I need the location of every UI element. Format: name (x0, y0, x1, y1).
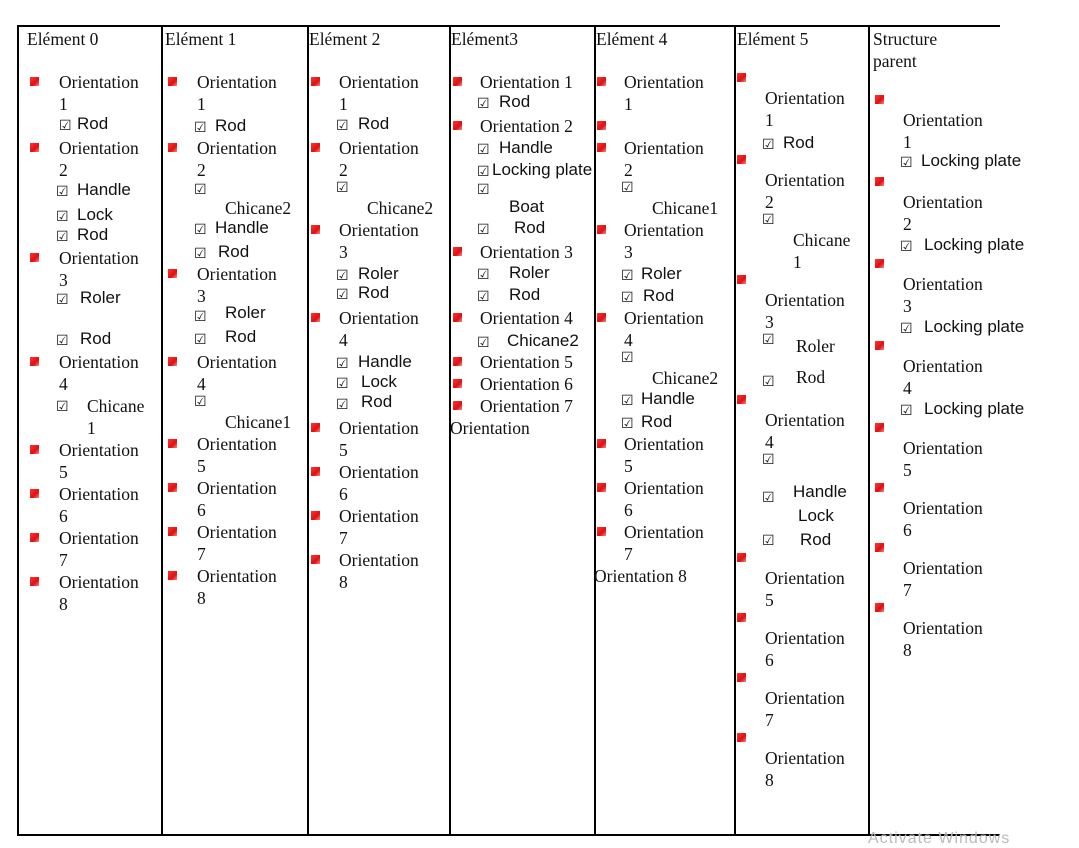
column-border (868, 25, 870, 836)
orientation-label: Orientation 3 (480, 242, 573, 262)
orientation-number: 3 (339, 242, 348, 262)
checkbox-icon: ☑ (900, 403, 913, 419)
orientation-label: Orientation (903, 498, 983, 518)
orientation-label: Orientation (903, 110, 983, 130)
orientation-number: 3 (624, 242, 633, 262)
bullet-icon (875, 95, 884, 104)
part-label: Rod (225, 327, 257, 346)
orientation-number: 8 (765, 770, 774, 790)
orientation-number: 5 (59, 462, 68, 482)
orientation-label: Orientation (59, 72, 139, 92)
orientation-number: 8 (339, 572, 348, 592)
bullet-icon (168, 439, 177, 448)
bullet-icon (737, 613, 746, 622)
part-label: Handle (793, 482, 847, 501)
orientation-label: Orientation (339, 418, 419, 438)
orientation-label: Orientation (624, 478, 704, 498)
orientation-label: Orientation (765, 170, 845, 190)
checkbox-icon: ☑ (900, 321, 913, 337)
part-label: Rod (783, 133, 815, 152)
orientation-label: Orientation (903, 438, 983, 458)
orientation-label: Orientation (339, 220, 419, 240)
orientation-label: Orientation (765, 688, 845, 708)
bullet-icon (453, 121, 462, 130)
bullet-icon (875, 543, 884, 552)
activation-watermark: Activate Windows (868, 830, 1011, 847)
part-label: Rod (358, 283, 390, 302)
column-border (17, 25, 19, 836)
orientation-label: Orientation (197, 72, 277, 92)
orientation-label: Orientation (339, 138, 419, 158)
orientation-label: Orientation 8 (594, 566, 687, 586)
orientation-label: Orientation (624, 220, 704, 240)
bullet-icon (875, 483, 884, 492)
checkbox-icon: ☑ (336, 397, 349, 413)
orientation-number: 3 (903, 296, 912, 316)
orientation-label: Orientation (624, 308, 704, 328)
orientation-label: Orientation (450, 418, 530, 438)
column-border (307, 25, 309, 836)
bullet-icon (168, 143, 177, 152)
orientation-number: 8 (903, 640, 912, 660)
part-label: Chicane (87, 396, 145, 416)
orientation-number: 4 (339, 330, 348, 350)
part-label: Chicane2 (507, 331, 579, 350)
part-label: Rod (641, 412, 673, 431)
bullet-icon (30, 77, 39, 86)
bullet-icon (737, 553, 746, 562)
checkbox-icon: ☑ (900, 155, 913, 171)
column-header: Elément 4 (596, 29, 668, 49)
checkbox-icon: ☑ (477, 96, 490, 112)
part-label: 1 (87, 418, 96, 438)
orientation-label: Orientation 7 (480, 396, 573, 416)
checkbox-icon: ☑ (194, 182, 207, 198)
bullet-icon (30, 577, 39, 586)
bullet-icon (737, 733, 746, 742)
bullet-icon (875, 177, 884, 186)
orientation-label: Orientation (765, 410, 845, 430)
orientation-label: Orientation (903, 192, 983, 212)
checkbox-icon: ☑ (477, 142, 490, 158)
orientation-number: 3 (59, 270, 68, 290)
table-top-border (18, 25, 1000, 27)
orientation-label: Orientation (903, 558, 983, 578)
checkbox-icon: ☑ (900, 239, 913, 255)
checkbox-icon: ☑ (762, 490, 775, 506)
bullet-icon (875, 423, 884, 432)
table-bottom-border (18, 834, 1000, 836)
orientation-label: Orientation 4 (480, 308, 573, 328)
orientation-number: 6 (624, 500, 633, 520)
bullet-icon (453, 247, 462, 256)
checkbox-icon: ☑ (477, 222, 490, 238)
orientation-number: 7 (339, 528, 348, 548)
orientation-number: 4 (197, 374, 206, 394)
bullet-icon (30, 489, 39, 498)
orientation-label: Orientation (765, 290, 845, 310)
orientation-number: 5 (765, 590, 774, 610)
orientation-number: 6 (59, 506, 68, 526)
checkbox-icon: ☑ (56, 209, 69, 225)
column-border (734, 25, 736, 836)
bullet-icon (597, 313, 606, 322)
part-label: Rod (358, 114, 390, 133)
orientation-label: Orientation (59, 528, 139, 548)
part-label: Rod (514, 218, 546, 237)
part-label: Chicane (793, 230, 851, 250)
orientation-label: Orientation 5 (480, 352, 573, 372)
part-label: Rod (218, 242, 250, 261)
orientation-label: Orientation 2 (480, 116, 573, 136)
orientation-label: Orientation (339, 462, 419, 482)
checkbox-icon: ☑ (621, 180, 634, 196)
orientation-label: Orientation (765, 628, 845, 648)
orientation-label: Orientation (624, 434, 704, 454)
orientation-number: 8 (59, 594, 68, 614)
part-label: Rod (796, 367, 826, 387)
orientation-number: 1 (197, 94, 206, 114)
bullet-icon (168, 527, 177, 536)
bullet-icon (30, 533, 39, 542)
part-label: Handle (499, 138, 553, 157)
orientation-label: Orientation (339, 506, 419, 526)
orientation-number: 5 (903, 460, 912, 480)
part-label: Chicane2 (367, 198, 434, 218)
part-label: Locking plate (924, 317, 1025, 336)
part-label: Chicane1 (652, 198, 719, 218)
part-label: Locking plate (921, 151, 1022, 170)
orientation-label: Orientation (765, 88, 845, 108)
bullet-icon (311, 143, 320, 152)
checkbox-icon: ☑ (336, 287, 349, 303)
bullet-icon (168, 571, 177, 580)
part-label: Handle (641, 389, 695, 408)
checkbox-icon: ☑ (336, 268, 349, 284)
bullet-icon (875, 341, 884, 350)
orientation-number: 7 (903, 580, 912, 600)
bullet-icon (168, 483, 177, 492)
bullet-icon (597, 483, 606, 492)
bullet-icon (737, 73, 746, 82)
bullet-icon (311, 313, 320, 322)
orientation-number: 7 (197, 544, 206, 564)
orientation-label: Orientation (197, 566, 277, 586)
bullet-icon (168, 357, 177, 366)
bullet-icon (168, 77, 177, 86)
orientation-number: 3 (765, 312, 774, 332)
orientation-label: Orientation (197, 478, 277, 498)
orientation-label: Orientation (59, 572, 139, 592)
column-border (161, 25, 163, 836)
part-label: Chicane1 (225, 412, 292, 432)
part-label: Roler (358, 264, 399, 283)
part-label: Rod (509, 285, 541, 304)
part-label: Roler (80, 288, 121, 307)
part-label: Lock (798, 506, 834, 525)
part-label: Roler (796, 336, 835, 356)
orientation-label: Orientation 6 (480, 374, 573, 394)
orientation-label: Orientation (624, 72, 704, 92)
orientation-number: 8 (197, 588, 206, 608)
checkbox-icon: ☑ (477, 182, 490, 198)
part-label: Locking plate (924, 399, 1025, 418)
checkbox-icon: ☑ (477, 335, 490, 351)
orientation-number: 7 (624, 544, 633, 564)
part-label: Handle (77, 180, 131, 199)
column-header: parent (873, 51, 917, 71)
part-label: Lock (361, 372, 397, 391)
bullet-icon (311, 77, 320, 86)
part-label: Rod (77, 114, 109, 133)
orientation-label: Orientation (339, 550, 419, 570)
orientation-label: Orientation (197, 352, 277, 372)
checkbox-icon: ☑ (621, 416, 634, 432)
bullet-icon (453, 313, 462, 322)
checkbox-icon: ☑ (56, 184, 69, 200)
checkbox-icon: ☑ (621, 268, 634, 284)
bullet-icon (597, 439, 606, 448)
bullet-icon (737, 275, 746, 284)
column-header: Elément 1 (165, 29, 237, 49)
bullet-icon (311, 555, 320, 564)
part-label: Rod (80, 329, 112, 348)
column-header: Elément 2 (309, 29, 381, 49)
orientation-label: Orientation (59, 484, 139, 504)
bullet-icon (597, 527, 606, 536)
bullet-icon (597, 121, 606, 130)
checkbox-icon: ☑ (762, 332, 775, 348)
orientation-label: Orientation (197, 264, 277, 284)
orientation-number: 6 (197, 500, 206, 520)
bullet-icon (311, 423, 320, 432)
part-label: Boat (509, 197, 544, 216)
checkbox-icon: ☑ (194, 246, 207, 262)
orientation-number: 5 (624, 456, 633, 476)
checkbox-icon: ☑ (762, 452, 775, 468)
orientation-number: 4 (59, 374, 68, 394)
orientation-label: Orientation (59, 352, 139, 372)
checkbox-icon: ☑ (336, 356, 349, 372)
orientation-label: Orientation (59, 248, 139, 268)
orientation-number: 2 (765, 192, 774, 212)
bullet-icon (30, 357, 39, 366)
checkbox-icon: ☑ (762, 533, 775, 549)
orientation-label: Orientation (197, 522, 277, 542)
orientation-label: Orientation (339, 308, 419, 328)
checkbox-icon: ☑ (762, 212, 775, 228)
checkbox-icon: ☑ (194, 394, 207, 410)
checkbox-icon: ☑ (621, 350, 634, 366)
part-label: Roler (641, 264, 682, 283)
part-label: Handle (215, 218, 269, 237)
part-label: Roler (509, 263, 550, 282)
checkbox-icon: ☑ (477, 164, 490, 180)
checkbox-icon: ☑ (56, 229, 69, 245)
checkbox-icon: ☑ (336, 376, 349, 392)
bullet-icon (30, 445, 39, 454)
orientation-number: 7 (765, 710, 774, 730)
orientation-number: 2 (197, 160, 206, 180)
bullet-icon (453, 77, 462, 86)
orientation-number: 6 (339, 484, 348, 504)
bullet-icon (453, 357, 462, 366)
checkbox-icon: ☑ (194, 309, 207, 325)
orientation-number: 2 (339, 160, 348, 180)
part-label: Handle (358, 352, 412, 371)
checkbox-icon: ☑ (336, 180, 349, 196)
orientation-number: 5 (339, 440, 348, 460)
checkbox-icon: ☑ (621, 393, 634, 409)
bullet-icon (875, 259, 884, 268)
orientation-number: 3 (197, 286, 206, 306)
orientation-number: 4 (903, 378, 912, 398)
checkbox-icon: ☑ (194, 120, 207, 136)
checkbox-icon: ☑ (56, 292, 69, 308)
bullet-icon (597, 225, 606, 234)
orientation-label: Orientation 1 (480, 72, 573, 92)
orientation-number: 7 (59, 550, 68, 570)
bullet-icon (30, 143, 39, 152)
orientation-label: Orientation (903, 274, 983, 294)
orientation-number: 4 (765, 432, 774, 452)
part-label: Chicane2 (225, 198, 292, 218)
part-label: Rod (361, 392, 393, 411)
checkbox-icon: ☑ (762, 137, 775, 153)
checkbox-icon: ☑ (194, 222, 207, 238)
orientation-label: Orientation (339, 72, 419, 92)
bullet-icon (453, 401, 462, 410)
bullet-icon (737, 673, 746, 682)
orientation-label: Orientation (197, 434, 277, 454)
column-header: Elément3 (451, 29, 519, 49)
orientation-label: Orientation (59, 440, 139, 460)
orientation-number: 5 (197, 456, 206, 476)
orientation-number: 1 (903, 132, 912, 152)
orientation-number: 6 (765, 650, 774, 670)
checkbox-icon: ☑ (194, 332, 207, 348)
part-label: Rod (800, 530, 832, 549)
orientation-number: 1 (765, 110, 774, 130)
checkbox-icon: ☑ (56, 399, 69, 415)
checkbox-icon: ☑ (59, 118, 72, 134)
orientation-label: Orientation (197, 138, 277, 158)
orientation-label: Orientation (765, 748, 845, 768)
checkbox-icon: ☑ (762, 374, 775, 390)
part-label: Roler (225, 303, 266, 322)
part-label: 1 (793, 252, 802, 272)
bullet-icon (453, 379, 462, 388)
part-label: Lock (77, 205, 113, 224)
orientation-label: Orientation (624, 138, 704, 158)
part-label: Locking plate (492, 160, 593, 179)
orientation-label: Orientation (903, 618, 983, 638)
orientation-number: 1 (339, 94, 348, 114)
checkbox-icon: ☑ (477, 289, 490, 305)
bullet-icon (311, 225, 320, 234)
orientation-number: 2 (59, 160, 68, 180)
part-label: Rod (77, 225, 109, 244)
orientation-label: Orientation (765, 568, 845, 588)
part-label: Rod (215, 116, 247, 135)
checkbox-icon: ☑ (621, 290, 634, 306)
part-label: Rod (499, 92, 531, 111)
checkbox-icon: ☑ (477, 267, 490, 283)
orientation-number: 4 (624, 330, 633, 350)
column-border (594, 25, 596, 836)
checkbox-icon: ☑ (336, 118, 349, 134)
bullet-icon (168, 269, 177, 278)
orientation-label: Orientation (903, 356, 983, 376)
column-header: Structure (873, 29, 938, 49)
bullet-icon (737, 155, 746, 164)
column-header: Elément 5 (737, 29, 809, 49)
bullet-icon (597, 143, 606, 152)
checkbox-icon: ☑ (56, 333, 69, 349)
bullet-icon (875, 603, 884, 612)
orientation-number: 1 (59, 94, 68, 114)
column-header: Elément 0 (27, 29, 99, 49)
orientation-label: Orientation (624, 522, 704, 542)
orientation-number: 2 (624, 160, 633, 180)
bullet-icon (311, 511, 320, 520)
orientation-number: 1 (624, 94, 633, 114)
orientation-label: Orientation (59, 138, 139, 158)
bullet-icon (597, 77, 606, 86)
part-label: Chicane2 (652, 368, 719, 388)
bullet-icon (737, 395, 746, 404)
part-label: Locking plate (924, 235, 1025, 254)
orientation-number: 2 (903, 214, 912, 234)
orientation-number: 6 (903, 520, 912, 540)
part-label: Rod (643, 286, 675, 305)
bullet-icon (311, 467, 320, 476)
bullet-icon (30, 253, 39, 262)
